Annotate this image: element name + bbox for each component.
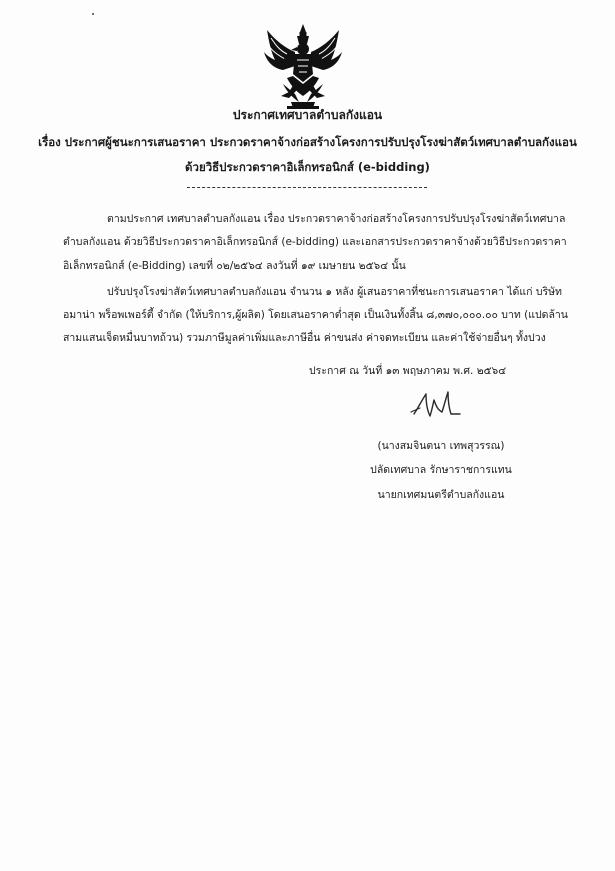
- subject-line-method: ด้วยวิธีประกวดราคาอิเล็กทรอนิกส์ (e-bidding): [185, 160, 430, 174]
- signer-position-line1: ปลัดเทศบาล รักษาราชการแทน: [370, 464, 512, 476]
- scan-speck: [92, 13, 94, 15]
- paragraph2-line1: ปรับปรุงโรงฆ่าสัตว์เทศบาลตำบลกังแอน จำนวน ๑ หลัง ผู้เสนอราคาที่ชนะการเสนอราคา ได้แก่ บริษัท: [107, 286, 562, 298]
- handwritten-signature-icon: [408, 388, 464, 420]
- organization-title: ประกาศเทศบาลตำบลกังแอน: [232, 108, 383, 122]
- divider-line: [187, 187, 427, 188]
- paragraph2-line2: อมาน่า พร็อพเพอร์ตี้ จำกัด (ให้บริการ,ผู้ผลิต) โดยเสนอราคาต่ำสุด เป็นเงินทั้งสิ้น ๘,๓๗๐,๐๐๐.๐๐ บาท (แปดล้าน: [63, 309, 568, 321]
- paragraph1-line2: ตำบลกังแอน ด้วยวิธีประกวดราคาอิเล็กทรอนิกส์ (e-bidding) และเอกสารประกวดราคาจ้างด้วยวิธีประกวดราคา: [63, 236, 567, 248]
- signer-name: (นางสมจินตนา เทพสุวรรณ): [377, 440, 505, 452]
- signer-position-line2: นายกเทศมนตรีตำบลกังแอน: [377, 489, 505, 501]
- subject-line: เรื่อง ประกาศผู้ชนะการเสนอราคา ประกวดราคาจ้างก่อสร้างโครงการปรับปรุงโรงฆ่าสัตว์เทศบาลตำบลกังแอน: [38, 135, 577, 149]
- paragraph1-line1: ตามประกาศ เทศบาลตำบลกังแอน เรื่อง ประกวดราคาจ้างก่อสร้างโครงการปรับปรุงโรงฆ่าสัตว์เทศบาล: [107, 213, 566, 225]
- announce-date: ประกาศ ณ วันที่ ๑๓ พฤษภาคม พ.ศ. ๒๕๖๔: [309, 365, 507, 377]
- garuda-emblem-icon: [261, 22, 345, 110]
- paragraph2-line3: สามแสนเจ็ดหมื่นบาทถ้วน) รวมภาษีมูลค่าเพิ่มและภาษีอื่น ค่าขนส่ง ค่าจดทะเบียน และค่าใช้จ่ายอื่นๆ ทั้งปวง: [63, 332, 546, 344]
- paragraph1-line3: อิเล็กทรอนิกส์ (e-Bidding) เลขที่ ๐๒/๒๕๖๔ ลงวันที่ ๑๙ เมษายน ๒๕๖๔ นั้น: [63, 260, 406, 272]
